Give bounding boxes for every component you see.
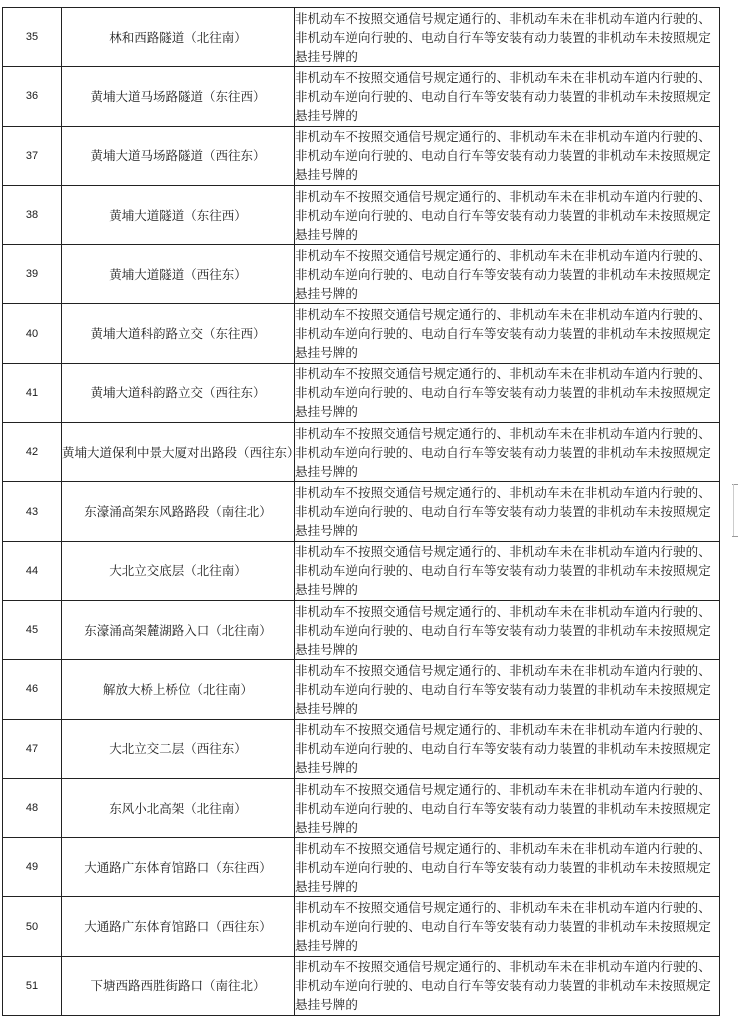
violation-cell: 非机动车不按照交通信号规定通行的、非机动车未在非机动车道内行驶的、非机动车逆向行驶的、电动自行车等安装有动力装置的非机动车未按照规定悬挂号牌的 <box>295 185 720 244</box>
violation-cell: 非机动车不按照交通信号规定通行的、非机动车未在非机动车道内行驶的、非机动车逆向行驶的、电动自行车等安装有动力装置的非机动车未按照规定悬挂号牌的 <box>295 956 720 1015</box>
row-number: 50 <box>3 897 62 956</box>
table-row <box>3 126 720 185</box>
row-number: 46 <box>3 660 62 719</box>
violation-cell: 非机动车不按照交通信号规定通行的、非机动车未在非机动车道内行驶的、非机动车逆向行驶的、电动自行车等安装有动力装置的非机动车未按照规定悬挂号牌的 <box>295 897 720 956</box>
violation-cell: 非机动车不按照交通信号规定通行的、非机动车未在非机动车道内行驶的、非机动车逆向行驶的、电动自行车等安装有动力装置的非机动车未按照规定悬挂号牌的 <box>295 126 720 185</box>
table-row <box>3 304 720 363</box>
row-number: 49 <box>3 838 62 897</box>
row-number: 35 <box>3 8 62 67</box>
location-cell: 黄埔大道隧道（西往东） <box>62 245 295 304</box>
row-number: 38 <box>3 185 62 244</box>
table-row <box>3 423 720 482</box>
location-cell: 解放大桥上桥位（北往南） <box>62 660 295 719</box>
table-row <box>3 600 720 659</box>
row-number: 48 <box>3 778 62 837</box>
table-row <box>3 541 720 600</box>
page-edge-mark <box>732 536 738 537</box>
location-cell: 大通路广东体育馆路口（西往东） <box>62 897 295 956</box>
table-row <box>3 482 720 541</box>
violation-cell: 非机动车不按照交通信号规定通行的、非机动车未在非机动车道内行驶的、非机动车逆向行驶的、电动自行车等安装有动力装置的非机动车未按照规定悬挂号牌的 <box>295 541 720 600</box>
row-number: 36 <box>3 67 62 126</box>
table-row <box>3 838 720 897</box>
table-row <box>3 245 720 304</box>
location-cell: 林和西路隧道（北往南） <box>62 8 295 67</box>
violation-cell: 非机动车不按照交通信号规定通行的、非机动车未在非机动车道内行驶的、非机动车逆向行驶的、电动自行车等安装有动力装置的非机动车未按照规定悬挂号牌的 <box>295 67 720 126</box>
row-number: 45 <box>3 600 62 659</box>
row-number: 44 <box>3 541 62 600</box>
violation-cell: 非机动车不按照交通信号规定通行的、非机动车未在非机动车道内行驶的、非机动车逆向行驶的、电动自行车等安装有动力装置的非机动车未按照规定悬挂号牌的 <box>295 600 720 659</box>
location-cell: 东濠涌高架麓湖路入口（北往南） <box>62 600 295 659</box>
location-cell: 大通路广东体育馆路口（东往西） <box>62 838 295 897</box>
location-cell: 黄埔大道马场路隧道（东往西） <box>62 67 295 126</box>
location-cell: 黄埔大道马场路隧道（西往东） <box>62 126 295 185</box>
row-number: 37 <box>3 126 62 185</box>
location-cell: 黄埔大道保利中景大厦对出路段（西往东） <box>62 423 295 482</box>
row-number: 40 <box>3 304 62 363</box>
violation-cell: 非机动车不按照交通信号规定通行的、非机动车未在非机动车道内行驶的、非机动车逆向行驶的、电动自行车等安装有动力装置的非机动车未按照规定悬挂号牌的 <box>295 778 720 837</box>
table-row <box>3 956 720 1015</box>
violation-cell: 非机动车不按照交通信号规定通行的、非机动车未在非机动车道内行驶的、非机动车逆向行驶的、电动自行车等安装有动力装置的非机动车未按照规定悬挂号牌的 <box>295 838 720 897</box>
row-number: 41 <box>3 363 62 422</box>
violation-cell: 非机动车不按照交通信号规定通行的、非机动车未在非机动车道内行驶的、非机动车逆向行驶的、电动自行车等安装有动力装置的非机动车未按照规定悬挂号牌的 <box>295 482 720 541</box>
enforcement-location-table <box>2 7 720 1016</box>
row-number: 42 <box>3 423 62 482</box>
violation-cell: 非机动车不按照交通信号规定通行的、非机动车未在非机动车道内行驶的、非机动车逆向行驶的、电动自行车等安装有动力装置的非机动车未按照规定悬挂号牌的 <box>295 423 720 482</box>
row-number: 43 <box>3 482 62 541</box>
table-row <box>3 778 720 837</box>
row-number: 47 <box>3 719 62 778</box>
location-cell: 东风小北高架（北往南） <box>62 778 295 837</box>
location-cell: 东濠涌高架东风路路段（南往北） <box>62 482 295 541</box>
violation-cell: 非机动车不按照交通信号规定通行的、非机动车未在非机动车道内行驶的、非机动车逆向行驶的、电动自行车等安装有动力装置的非机动车未按照规定悬挂号牌的 <box>295 8 720 67</box>
table-row <box>3 185 720 244</box>
page-edge-tick <box>733 484 734 536</box>
location-cell: 黄埔大道科韵路立交（西往东） <box>62 363 295 422</box>
table-row <box>3 660 720 719</box>
violation-cell: 非机动车不按照交通信号规定通行的、非机动车未在非机动车道内行驶的、非机动车逆向行驶的、电动自行车等安装有动力装置的非机动车未按照规定悬挂号牌的 <box>295 363 720 422</box>
location-cell: 黄埔大道隧道（东往西） <box>62 185 295 244</box>
violation-cell: 非机动车不按照交通信号规定通行的、非机动车未在非机动车道内行驶的、非机动车逆向行驶的、电动自行车等安装有动力装置的非机动车未按照规定悬挂号牌的 <box>295 245 720 304</box>
table-row <box>3 363 720 422</box>
row-number: 39 <box>3 245 62 304</box>
table-row <box>3 897 720 956</box>
table-row <box>3 719 720 778</box>
table-body <box>3 8 720 1016</box>
violation-cell: 非机动车不按照交通信号规定通行的、非机动车未在非机动车道内行驶的、非机动车逆向行驶的、电动自行车等安装有动力装置的非机动车未按照规定悬挂号牌的 <box>295 304 720 363</box>
location-cell: 黄埔大道科韵路立交（东往西） <box>62 304 295 363</box>
table-row <box>3 8 720 67</box>
row-number: 51 <box>3 956 62 1015</box>
location-cell: 大北立交二层（西往东） <box>62 719 295 778</box>
location-cell: 下塘西路西胜街路口（南往北） <box>62 956 295 1015</box>
violation-cell: 非机动车不按照交通信号规定通行的、非机动车未在非机动车道内行驶的、非机动车逆向行驶的、电动自行车等安装有动力装置的非机动车未按照规定悬挂号牌的 <box>295 660 720 719</box>
location-cell: 大北立交底层（北往南） <box>62 541 295 600</box>
violation-cell: 非机动车不按照交通信号规定通行的、非机动车未在非机动车道内行驶的、非机动车逆向行驶的、电动自行车等安装有动力装置的非机动车未按照规定悬挂号牌的 <box>295 719 720 778</box>
table-row <box>3 67 720 126</box>
